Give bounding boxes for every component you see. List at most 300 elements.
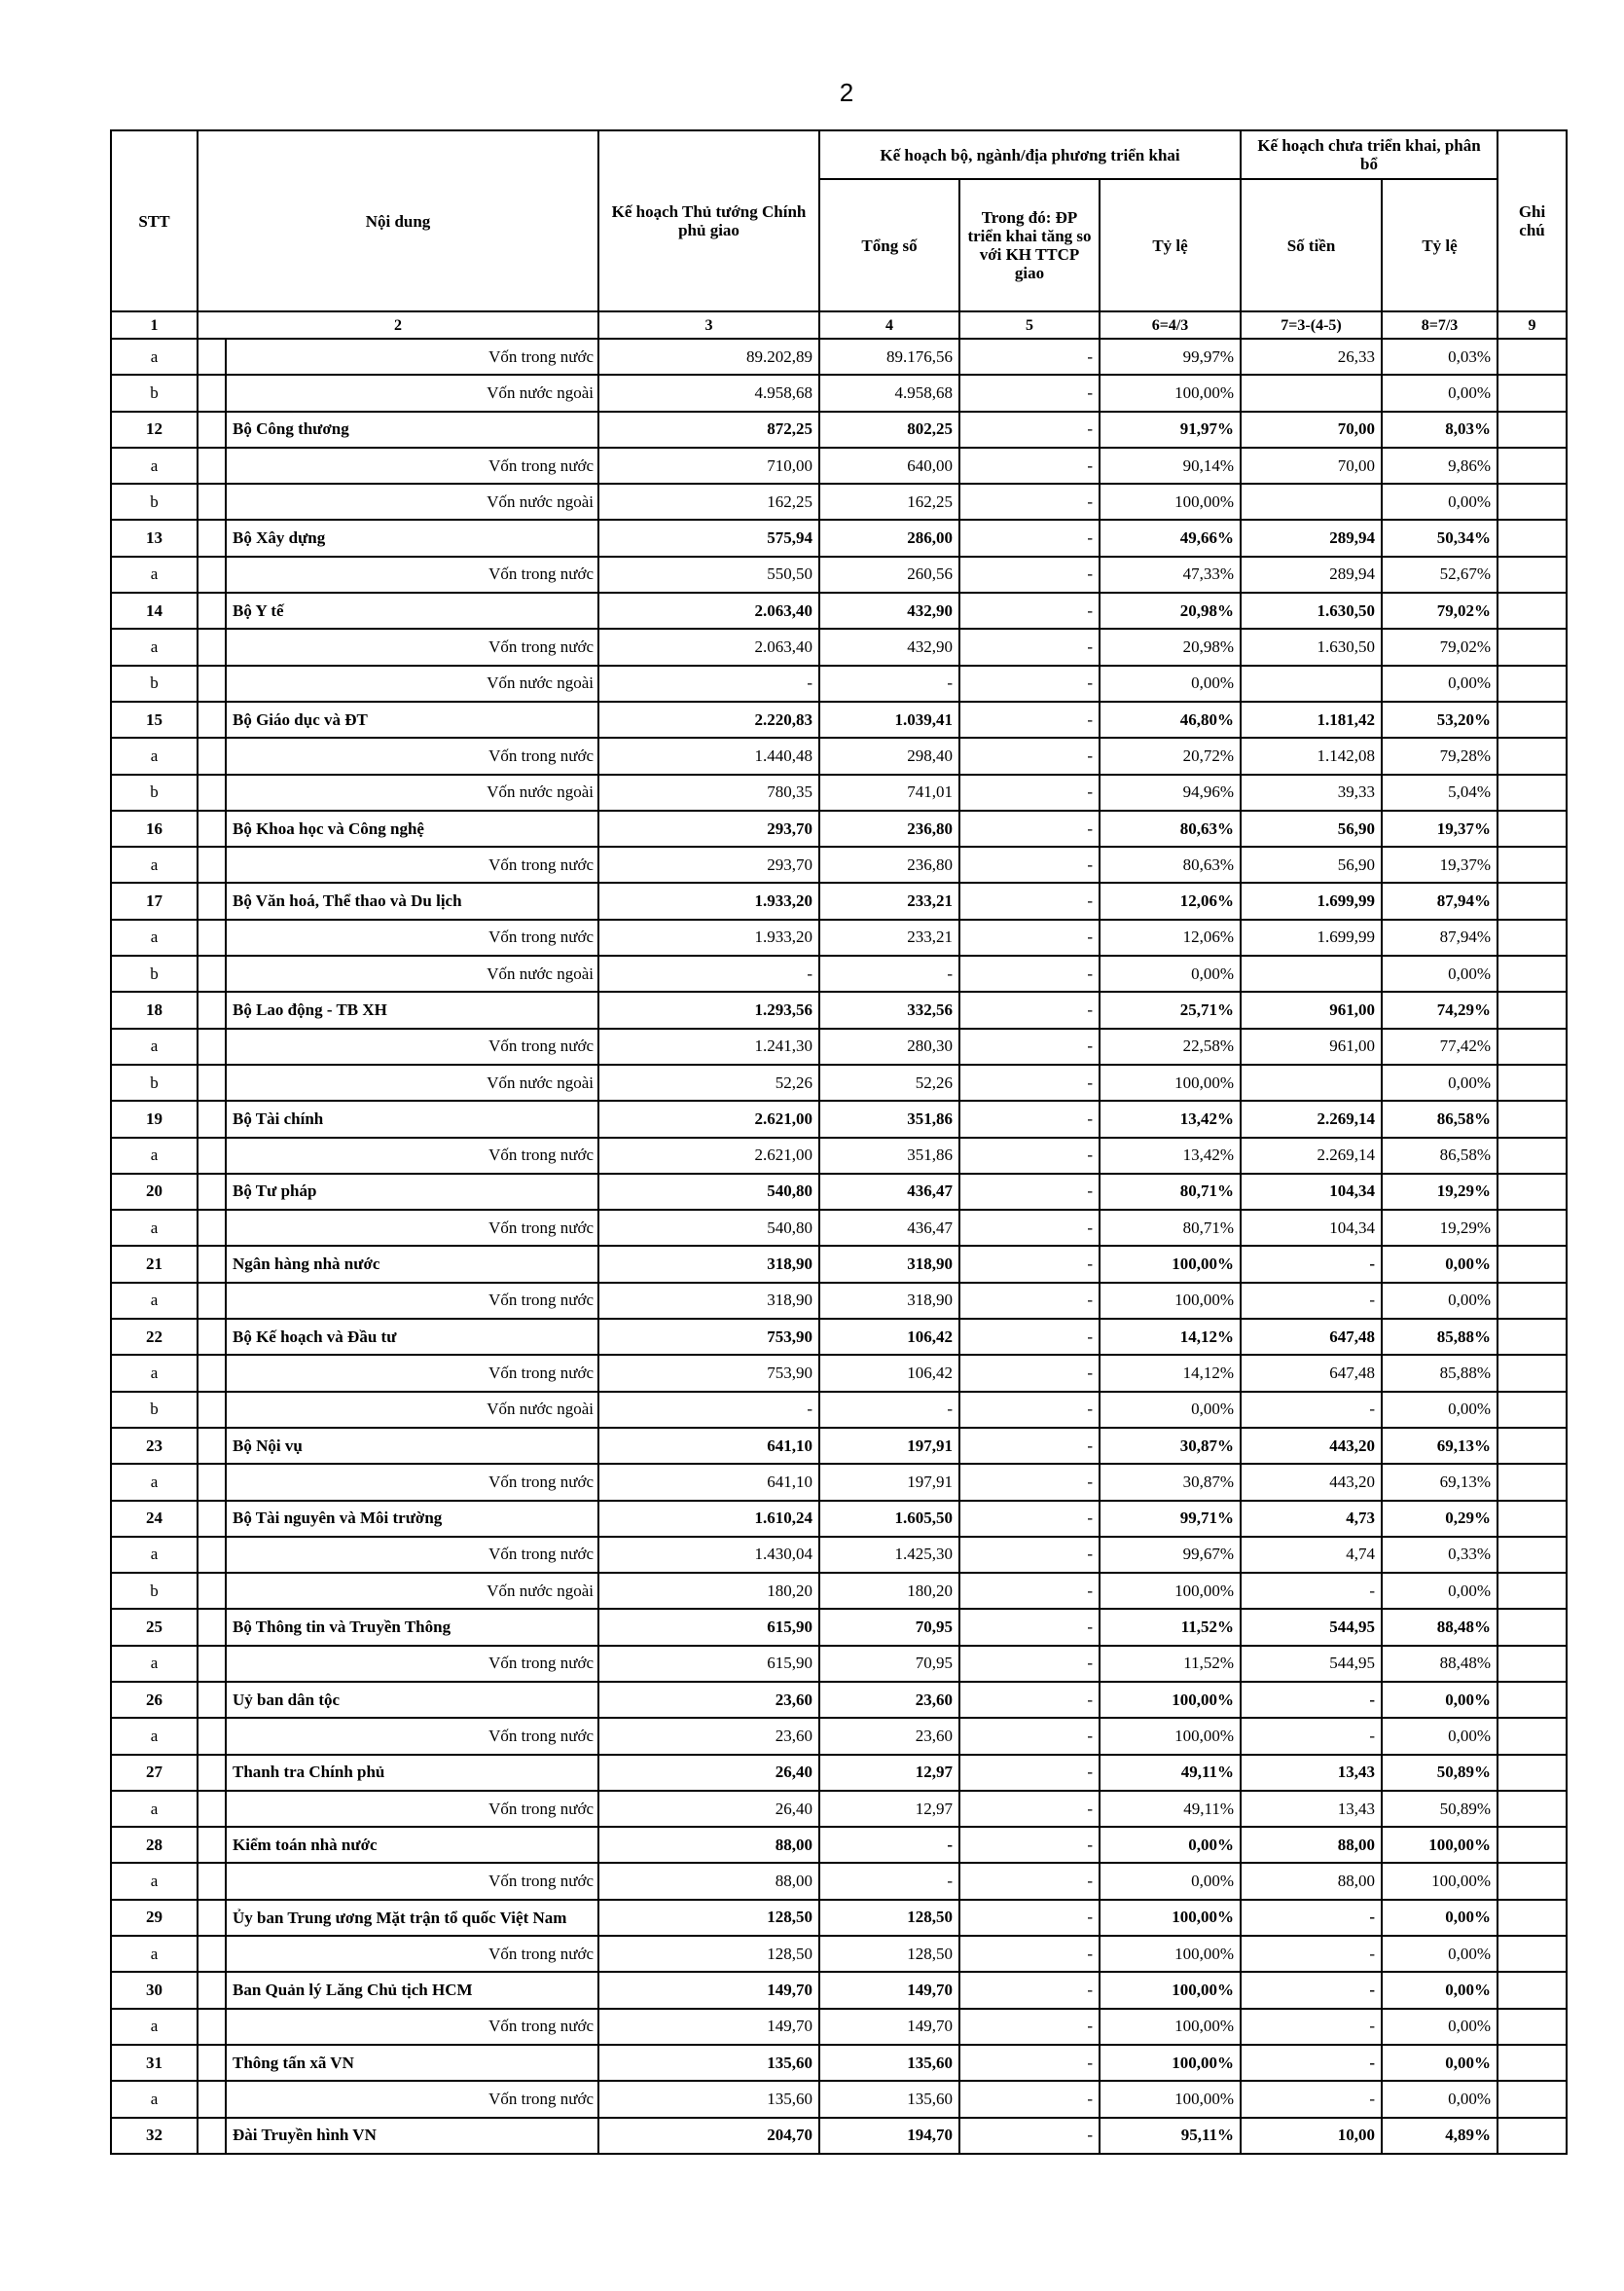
header-ghi-chu: Ghi chú: [1498, 130, 1567, 311]
ghi-chu-cell: [1498, 1609, 1567, 1645]
so-tien-cell: 544,95: [1241, 1609, 1382, 1645]
stt-cell: 20: [111, 1174, 198, 1210]
ghi-chu-cell: [1498, 1936, 1567, 1972]
name-cell: Bộ Nội vụ: [226, 1428, 598, 1464]
tong-so-cell: 128,50: [819, 1900, 959, 1936]
ty-le-2-cell: 52,67%: [1382, 557, 1498, 593]
name-cell: Vốn trong nước: [226, 629, 598, 665]
ghi-chu-cell: [1498, 1355, 1567, 1391]
table-row: [111, 775, 1567, 811]
spacer-cell: [198, 1573, 226, 1609]
table-row: [111, 666, 1567, 702]
ke-hoach-cell: 753,90: [598, 1355, 819, 1391]
tang-cell: -: [959, 2081, 1100, 2117]
name-cell: Vốn trong nước: [226, 2081, 598, 2117]
tong-so-cell: 436,47: [819, 1174, 959, 1210]
stt-cell: 23: [111, 1428, 198, 1464]
tang-cell: -: [959, 1319, 1100, 1355]
ke-hoach-cell: -: [598, 956, 819, 992]
tong-so-cell: 162,25: [819, 484, 959, 520]
name-cell: Uỷ ban dân tộc: [226, 1682, 598, 1718]
spacer-cell: [198, 1428, 226, 1464]
ty-le-cell: 0,00%: [1100, 1863, 1241, 1899]
ke-hoach-cell: 204,70: [598, 2118, 819, 2154]
name-cell: Vốn trong nước: [226, 1138, 598, 1174]
tong-so-cell: 4.958,68: [819, 375, 959, 411]
ty-le-cell: 0,00%: [1100, 1392, 1241, 1428]
ke-hoach-cell: 135,60: [598, 2045, 819, 2081]
tong-so-cell: 298,40: [819, 738, 959, 774]
tang-cell: -: [959, 1900, 1100, 1936]
ty-le-cell: 100,00%: [1100, 1283, 1241, 1319]
tong-so-cell: -: [819, 666, 959, 702]
ke-hoach-cell: 2.063,40: [598, 593, 819, 629]
ke-hoach-cell: 26,40: [598, 1791, 819, 1827]
ty-le-cell: 100,00%: [1100, 1900, 1241, 1936]
ghi-chu-cell: [1498, 1718, 1567, 1754]
name-cell: Thanh tra Chính phủ: [226, 1755, 598, 1791]
ty-le-cell: 80,71%: [1100, 1210, 1241, 1246]
ghi-chu-cell: [1498, 992, 1567, 1028]
stt-cell: a: [111, 1138, 198, 1174]
spacer-cell: [198, 1718, 226, 1754]
so-tien-cell: 1.181,42: [1241, 702, 1382, 738]
ke-hoach-cell: 128,50: [598, 1936, 819, 1972]
ke-hoach-cell: 641,10: [598, 1428, 819, 1464]
ministry-row: [111, 1682, 1567, 1718]
ke-hoach-cell: 318,90: [598, 1246, 819, 1282]
budget-table: [110, 129, 1568, 2155]
tang-cell: -: [959, 448, 1100, 484]
name-cell: Bộ Y tế: [226, 593, 598, 629]
ghi-chu-cell: [1498, 1827, 1567, 1863]
ghi-chu-cell: [1498, 448, 1567, 484]
ke-hoach-cell: 1.241,30: [598, 1029, 819, 1065]
ke-hoach-cell: 1.933,20: [598, 883, 819, 919]
stt-cell: a: [111, 1863, 198, 1899]
ghi-chu-cell: [1498, 1101, 1567, 1137]
ty-le-cell: 100,00%: [1100, 2045, 1241, 2081]
name-cell: Bộ Khoa học và Công nghệ: [226, 811, 598, 847]
tang-cell: -: [959, 375, 1100, 411]
ke-hoach-cell: 293,70: [598, 847, 819, 883]
ty-le-2-cell: 4,89%: [1382, 2118, 1498, 2154]
tong-so-cell: 332,56: [819, 992, 959, 1028]
name-cell: Vốn nước ngoài: [226, 775, 598, 811]
ministry-row: [111, 811, 1567, 847]
ty-le-2-cell: 85,88%: [1382, 1319, 1498, 1355]
spacer-cell: [198, 847, 226, 883]
stt-cell: 25: [111, 1609, 198, 1645]
name-cell: Thông tấn xã VN: [226, 2045, 598, 2081]
ty-le-cell: 91,97%: [1100, 412, 1241, 448]
name-cell: Vốn trong nước: [226, 1283, 598, 1319]
tang-cell: -: [959, 1464, 1100, 1500]
column-number-row: [111, 311, 1567, 339]
stt-cell: a: [111, 1283, 198, 1319]
spacer-cell: [198, 2081, 226, 2117]
ministry-row: [111, 1319, 1567, 1355]
tang-cell: -: [959, 883, 1100, 919]
name-cell: Vốn trong nước: [226, 557, 598, 593]
name-cell: Vốn trong nước: [226, 1029, 598, 1065]
ghi-chu-cell: [1498, 1791, 1567, 1827]
tong-so-cell: 351,86: [819, 1101, 959, 1137]
so-tien-cell: 1.142,08: [1241, 738, 1382, 774]
tong-so-cell: 197,91: [819, 1428, 959, 1464]
ty-le-2-cell: 0,00%: [1382, 2081, 1498, 2117]
spacer-cell: [198, 557, 226, 593]
tong-so-cell: -: [819, 1392, 959, 1428]
table-row: [111, 1392, 1567, 1428]
so-tien-cell: -: [1241, 1718, 1382, 1754]
ke-hoach-cell: 2.220,83: [598, 702, 819, 738]
ke-hoach-cell: 2.063,40: [598, 629, 819, 665]
tang-cell: -: [959, 1718, 1100, 1754]
tang-cell: -: [959, 738, 1100, 774]
ke-hoach-cell: 26,40: [598, 1755, 819, 1791]
header-group-trien-khai: Kế hoạch bộ, ngành/địa phương triển khai: [819, 130, 1241, 179]
tang-cell: -: [959, 847, 1100, 883]
spacer-cell: [198, 1791, 226, 1827]
name-cell: Vốn trong nước: [226, 2009, 598, 2045]
name-cell: Bộ Tư pháp: [226, 1174, 598, 1210]
so-tien-cell: 56,90: [1241, 811, 1382, 847]
ty-le-cell: 100,00%: [1100, 1065, 1241, 1101]
tong-so-cell: 52,26: [819, 1065, 959, 1101]
name-cell: Vốn nước ngoài: [226, 1065, 598, 1101]
spacer-cell: [198, 883, 226, 919]
ty-le-cell: 100,00%: [1100, 2009, 1241, 2045]
ke-hoach-cell: 52,26: [598, 1065, 819, 1101]
header-so-tien: Số tiền: [1241, 179, 1382, 311]
name-cell: Vốn nước ngoài: [226, 956, 598, 992]
stt-cell: b: [111, 956, 198, 992]
table-row: [111, 1355, 1567, 1391]
so-tien-cell: [1241, 375, 1382, 411]
stt-cell: 12: [111, 412, 198, 448]
tang-cell: -: [959, 1246, 1100, 1282]
ty-le-2-cell: 0,29%: [1382, 1501, 1498, 1537]
header-stt: STT: [111, 130, 198, 311]
spacer-cell: [198, 2118, 226, 2154]
so-tien-cell: 4,74: [1241, 1537, 1382, 1573]
so-tien-cell: 1.699,99: [1241, 920, 1382, 956]
so-tien-cell: 443,20: [1241, 1428, 1382, 1464]
table-row: [111, 956, 1567, 992]
so-tien-cell: 1.630,50: [1241, 593, 1382, 629]
table-row: [111, 1646, 1567, 1682]
ty-le-cell: 80,63%: [1100, 811, 1241, 847]
tong-so-cell: 70,95: [819, 1646, 959, 1682]
column-number: 3: [598, 311, 819, 339]
ghi-chu-cell: [1498, 1246, 1567, 1282]
ke-hoach-cell: 135,60: [598, 2081, 819, 2117]
ke-hoach-cell: 540,80: [598, 1210, 819, 1246]
ghi-chu-cell: [1498, 2118, 1567, 2154]
so-tien-cell: 289,94: [1241, 520, 1382, 556]
tang-cell: -: [959, 2045, 1100, 2081]
ghi-chu-cell: [1498, 2081, 1567, 2117]
name-cell: Vốn trong nước: [226, 1464, 598, 1500]
column-number: 7=3-(4-5): [1241, 311, 1382, 339]
ke-hoach-cell: 540,80: [598, 1174, 819, 1210]
name-cell: Vốn trong nước: [226, 1210, 598, 1246]
column-number: 6=4/3: [1100, 311, 1241, 339]
tong-so-cell: 12,97: [819, 1791, 959, 1827]
tong-so-cell: 318,90: [819, 1283, 959, 1319]
table-row: [111, 1283, 1567, 1319]
ty-le-cell: 100,00%: [1100, 1573, 1241, 1609]
stt-cell: 24: [111, 1501, 198, 1537]
ghi-chu-cell: [1498, 1283, 1567, 1319]
tong-so-cell: 1.425,30: [819, 1537, 959, 1573]
so-tien-cell: 70,00: [1241, 448, 1382, 484]
ghi-chu-cell: [1498, 1428, 1567, 1464]
tang-cell: -: [959, 920, 1100, 956]
spacer-cell: [198, 1972, 226, 2008]
ty-le-2-cell: 50,89%: [1382, 1755, 1498, 1791]
name-cell: Vốn trong nước: [226, 847, 598, 883]
table-body: [111, 339, 1567, 2154]
so-tien-cell: 2.269,14: [1241, 1101, 1382, 1137]
spacer-cell: [198, 1464, 226, 1500]
tang-cell: -: [959, 702, 1100, 738]
stt-cell: b: [111, 375, 198, 411]
ty-le-cell: 99,71%: [1100, 1501, 1241, 1537]
header-trong-do: Trong đó: ĐP triển khai tăng so với KH TTCP giao: [959, 179, 1100, 311]
ministry-row: [111, 593, 1567, 629]
ty-le-2-cell: 0,00%: [1382, 484, 1498, 520]
ministry-row: [111, 412, 1567, 448]
ty-le-2-cell: 88,48%: [1382, 1646, 1498, 1682]
so-tien-cell: -: [1241, 2009, 1382, 2045]
name-cell: Kiểm toán nhà nước: [226, 1827, 598, 1863]
ministry-row: [111, 1755, 1567, 1791]
ty-le-2-cell: 88,48%: [1382, 1609, 1498, 1645]
so-tien-cell: [1241, 484, 1382, 520]
tang-cell: -: [959, 1537, 1100, 1573]
ty-le-2-cell: 79,28%: [1382, 738, 1498, 774]
ghi-chu-cell: [1498, 1646, 1567, 1682]
stt-cell: a: [111, 1355, 198, 1391]
spacer-cell: [198, 629, 226, 665]
tong-so-cell: 128,50: [819, 1936, 959, 1972]
ty-le-cell: 0,00%: [1100, 956, 1241, 992]
table-row: [111, 1029, 1567, 1065]
header-noi-dung: Nội dung: [198, 130, 598, 311]
column-number: 9: [1498, 311, 1567, 339]
tong-so-cell: 197,91: [819, 1464, 959, 1500]
ty-le-cell: 0,00%: [1100, 666, 1241, 702]
table-header: [111, 130, 1567, 339]
name-cell: Vốn trong nước: [226, 1936, 598, 1972]
ty-le-2-cell: 74,29%: [1382, 992, 1498, 1028]
stt-cell: a: [111, 738, 198, 774]
table-row: [111, 375, 1567, 411]
stt-cell: b: [111, 666, 198, 702]
ke-hoach-cell: 2.621,00: [598, 1138, 819, 1174]
tong-so-cell: 432,90: [819, 629, 959, 665]
spacer-cell: [198, 992, 226, 1028]
spacer-cell: [198, 2045, 226, 2081]
ke-hoach-cell: 149,70: [598, 1972, 819, 2008]
ty-le-cell: 30,87%: [1100, 1464, 1241, 1500]
ty-le-2-cell: 85,88%: [1382, 1355, 1498, 1391]
spacer-cell: [198, 1609, 226, 1645]
ghi-chu-cell: [1498, 1537, 1567, 1573]
tong-so-cell: 741,01: [819, 775, 959, 811]
stt-cell: 15: [111, 702, 198, 738]
tong-so-cell: 149,70: [819, 1972, 959, 2008]
ke-hoach-cell: 162,25: [598, 484, 819, 520]
table-row: [111, 2009, 1567, 2045]
tong-so-cell: 432,90: [819, 593, 959, 629]
ke-hoach-cell: 88,00: [598, 1827, 819, 1863]
so-tien-cell: 70,00: [1241, 412, 1382, 448]
tang-cell: -: [959, 520, 1100, 556]
ministry-row: [111, 1428, 1567, 1464]
ty-le-cell: 80,71%: [1100, 1174, 1241, 1210]
ty-le-cell: 49,11%: [1100, 1755, 1241, 1791]
so-tien-cell: 56,90: [1241, 847, 1382, 883]
name-cell: Vốn nước ngoài: [226, 666, 598, 702]
spacer-cell: [198, 1355, 226, 1391]
tong-so-cell: 23,60: [819, 1682, 959, 1718]
ty-le-2-cell: 0,00%: [1382, 1682, 1498, 1718]
tong-so-cell: 89.176,56: [819, 339, 959, 375]
tong-so-cell: 233,21: [819, 883, 959, 919]
ghi-chu-cell: [1498, 1755, 1567, 1791]
ministry-row: [111, 1501, 1567, 1537]
name-cell: Vốn trong nước: [226, 1718, 598, 1754]
name-cell: Bộ Thông tin và Truyền Thông: [226, 1609, 598, 1645]
name-cell: Ban Quản lý Lăng Chủ tịch HCM: [226, 1972, 598, 2008]
name-cell: Vốn trong nước: [226, 1646, 598, 1682]
tang-cell: -: [959, 1101, 1100, 1137]
ministry-row: [111, 702, 1567, 738]
spacer-cell: [198, 1501, 226, 1537]
tang-cell: -: [959, 1392, 1100, 1428]
tang-cell: -: [959, 1355, 1100, 1391]
tong-so-cell: 351,86: [819, 1138, 959, 1174]
ty-le-2-cell: 0,00%: [1382, 956, 1498, 992]
ty-le-cell: 20,72%: [1100, 738, 1241, 774]
ke-hoach-cell: 149,70: [598, 2009, 819, 2045]
so-tien-cell: 961,00: [1241, 992, 1382, 1028]
ty-le-cell: 80,63%: [1100, 847, 1241, 883]
stt-cell: b: [111, 1065, 198, 1101]
ty-le-2-cell: 0,00%: [1382, 1718, 1498, 1754]
tang-cell: -: [959, 1972, 1100, 2008]
so-tien-cell: 88,00: [1241, 1863, 1382, 1899]
stt-cell: a: [111, 847, 198, 883]
ghi-chu-cell: [1498, 1900, 1567, 1936]
ghi-chu-cell: [1498, 775, 1567, 811]
so-tien-cell: 289,94: [1241, 557, 1382, 593]
stt-cell: a: [111, 1936, 198, 1972]
name-cell: Ngân hàng nhà nước: [226, 1246, 598, 1282]
ty-le-2-cell: 19,37%: [1382, 847, 1498, 883]
spacer-cell: [198, 811, 226, 847]
stt-cell: 14: [111, 593, 198, 629]
ty-le-2-cell: 0,00%: [1382, 666, 1498, 702]
tang-cell: -: [959, 484, 1100, 520]
ke-hoach-cell: 615,90: [598, 1609, 819, 1645]
ghi-chu-cell: [1498, 1464, 1567, 1500]
so-tien-cell: 647,48: [1241, 1319, 1382, 1355]
so-tien-cell: 13,43: [1241, 1755, 1382, 1791]
tong-so-cell: 135,60: [819, 2081, 959, 2117]
spacer-cell: [198, 520, 226, 556]
tong-so-cell: 106,42: [819, 1355, 959, 1391]
ty-le-2-cell: 19,37%: [1382, 811, 1498, 847]
ty-le-2-cell: 0,00%: [1382, 1972, 1498, 2008]
ty-le-cell: 46,80%: [1100, 702, 1241, 738]
table-row: [111, 1464, 1567, 1500]
spacer-cell: [198, 1900, 226, 1936]
ke-hoach-cell: 872,25: [598, 412, 819, 448]
so-tien-cell: 1.699,99: [1241, 883, 1382, 919]
tong-so-cell: 640,00: [819, 448, 959, 484]
ty-le-cell: 12,06%: [1100, 883, 1241, 919]
tong-so-cell: 233,21: [819, 920, 959, 956]
so-tien-cell: -: [1241, 1392, 1382, 1428]
ke-hoach-cell: 293,70: [598, 811, 819, 847]
stt-cell: a: [111, 1210, 198, 1246]
stt-cell: 22: [111, 1319, 198, 1355]
so-tien-cell: -: [1241, 1283, 1382, 1319]
ty-le-cell: 99,97%: [1100, 339, 1241, 375]
header-ty-le-2: Tỷ lệ: [1382, 179, 1498, 311]
ty-le-cell: 100,00%: [1100, 1682, 1241, 1718]
ministry-row: [111, 1900, 1567, 1936]
so-tien-cell: -: [1241, 1246, 1382, 1282]
ke-hoach-cell: 615,90: [598, 1646, 819, 1682]
tang-cell: -: [959, 666, 1100, 702]
table-row: [111, 920, 1567, 956]
ty-le-2-cell: 0,00%: [1382, 1573, 1498, 1609]
spacer-cell: [198, 956, 226, 992]
ke-hoach-cell: 550,50: [598, 557, 819, 593]
stt-cell: a: [111, 1718, 198, 1754]
name-cell: Vốn trong nước: [226, 339, 598, 375]
stt-cell: 21: [111, 1246, 198, 1282]
ghi-chu-cell: [1498, 738, 1567, 774]
ty-le-cell: 30,87%: [1100, 1428, 1241, 1464]
ty-le-cell: 14,12%: [1100, 1319, 1241, 1355]
ghi-chu-cell: [1498, 2009, 1567, 2045]
spacer-cell: [198, 1138, 226, 1174]
tang-cell: -: [959, 1428, 1100, 1464]
table-row: [111, 2081, 1567, 2117]
so-tien-cell: 544,95: [1241, 1646, 1382, 1682]
name-cell: Vốn nước ngoài: [226, 484, 598, 520]
ghi-chu-cell: [1498, 1319, 1567, 1355]
ghi-chu-cell: [1498, 339, 1567, 375]
spacer-cell: [198, 1246, 226, 1282]
ministry-row: [111, 1101, 1567, 1137]
ty-le-cell: 12,06%: [1100, 920, 1241, 956]
ke-hoach-cell: 641,10: [598, 1464, 819, 1500]
stt-cell: b: [111, 1573, 198, 1609]
tang-cell: -: [959, 1755, 1100, 1791]
tang-cell: -: [959, 339, 1100, 375]
so-tien-cell: 4,73: [1241, 1501, 1382, 1537]
stt-cell: 16: [111, 811, 198, 847]
stt-cell: 30: [111, 1972, 198, 2008]
table-row: [111, 1537, 1567, 1573]
